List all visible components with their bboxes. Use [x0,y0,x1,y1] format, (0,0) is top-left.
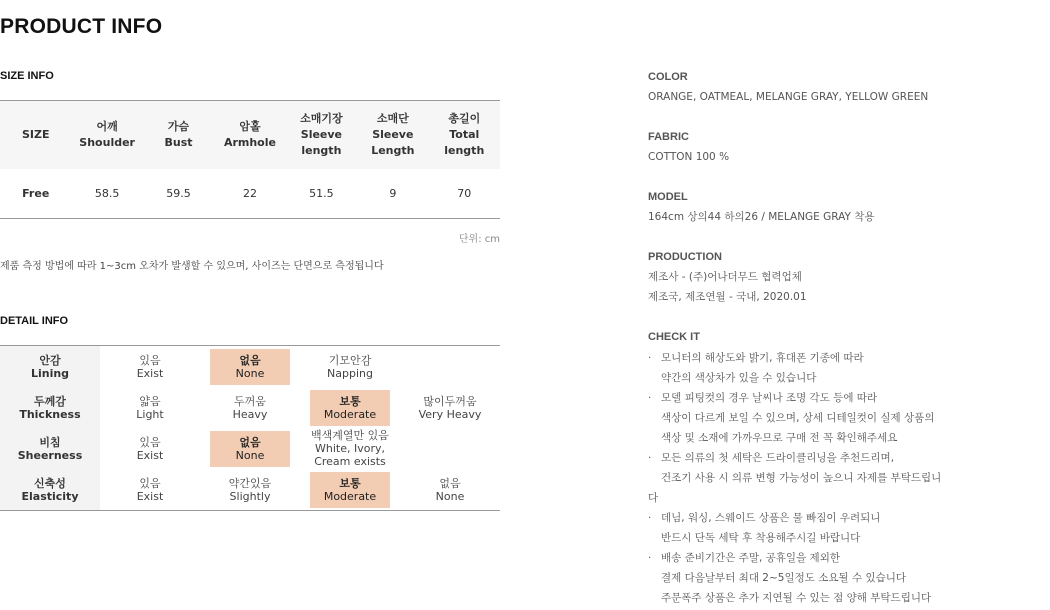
production-origin-date: 제조국, 제조연월 - 국내, 2020.01 [648,291,807,303]
detail-option-cell [300,387,400,428]
detail-row-head-ko: 비침 [39,435,61,449]
detail-option [310,349,390,385]
detail-option-ko: 많이두꺼움 [423,394,477,408]
detail-row-head [0,469,100,510]
detail-option-cell [200,346,300,387]
detail-table [0,345,500,511]
detail-option-en: Moderate [323,407,377,421]
size-column-header-ko: 총길이 [448,111,481,125]
detail-option [110,431,190,467]
bullet-icon: · [648,452,652,464]
detail-option-selected [310,472,390,508]
detail-option-cell [200,428,300,469]
size-column-header-en: length [301,143,342,157]
size-column-header-en: Length [371,143,415,157]
detail-option [410,349,490,385]
model-value: 164cm 상의44 하의26 / MELANGE GRAY 착용 [648,211,875,223]
detail-option [410,390,490,426]
size-cell: 70 [457,186,472,200]
check-it-line: 모든 의류의 첫 세탁은 드라이클리닝을 추천드리며, [661,452,895,464]
detail-row-head-en: Sheerness [17,448,83,462]
detail-option-ko: 없음 [239,435,261,449]
check-it-item [648,508,1038,548]
size-column-header [286,101,357,169]
detail-option-en: White, Ivory, [315,442,385,455]
size-column-header [0,101,71,169]
size-table [0,100,500,219]
production-title: PRODUCTION [648,251,722,263]
detail-option-cell [100,387,200,428]
check-it-item [648,448,1038,508]
detail-option [210,390,290,426]
detail-option-cell [400,387,500,428]
detail-option-ko: 보통 [339,476,361,490]
detail-option-ko: 있음 [139,353,161,367]
size-row-label: Free [22,186,50,200]
detail-row-head [0,428,100,469]
model-block [648,191,1038,227]
detail-option-selected [310,390,390,426]
bullet-icon: · [648,552,652,564]
fabric-block [648,131,1038,167]
size-info-label: SIZE INFO [0,70,54,82]
page-title: PRODUCT INFO [0,15,163,38]
bullet-icon: · [648,352,652,364]
detail-row-head-en: Thickness [19,407,81,421]
detail-option-en: Exist [136,366,164,380]
detail-option-cell [400,428,500,469]
detail-row-head-en: Elasticity [21,489,79,503]
detail-row [0,469,500,510]
check-it-title: CHECK IT [648,331,700,343]
size-column-header-ko: 소매단 [376,111,409,125]
detail-row-head-ko: 안감 [39,353,61,367]
size-column-header [357,101,428,169]
detail-option-ko: 약간있음 [228,476,272,490]
color-block [648,71,1038,107]
color-title: COLOR [648,71,688,83]
detail-option-en: None [235,448,265,462]
detail-option [110,390,190,426]
check-it-line: 모델 피팅컷의 경우 날씨나 조명 각도 등에 따라 [661,392,878,404]
detail-option [210,472,290,508]
detail-option-en: Slightly [229,489,271,503]
check-it-line: 색상 및 소재에 가까우므로 구매 전 꼭 확인해주세요 [661,432,898,444]
size-cell: 51.5 [309,186,334,200]
detail-option [110,472,190,508]
size-column-header-en: Total length [444,127,485,157]
check-it-line: 반드시 단독 세탁 후 착용해주시길 바랍니다 [661,532,861,544]
production-block [648,251,1038,307]
size-column-header-en: Sleeve [300,127,343,141]
detail-option-en: Cream exists [314,455,386,468]
fabric-value: COTTON 100 % [648,151,730,163]
check-it-line: 배송 준비기간은 주말, 공휴일을 제외한 [661,552,840,564]
detail-option-ko: 기모안감 [328,353,372,367]
size-column-header-en: Sleeve [372,127,414,141]
detail-option-cell [200,387,300,428]
detail-option-cell [300,346,400,387]
detail-option-en: Very Heavy [418,407,482,421]
detail-option-en: None [235,366,265,380]
detail-option-ko: 없음 [239,353,261,367]
size-table-header-row [0,101,500,169]
detail-option-en: Exist [136,489,164,503]
unit-note: 단위: cm [458,234,500,245]
detail-row-head-en: Lining [30,366,70,380]
size-cell: 9 [389,186,397,200]
detail-row [0,387,500,428]
check-it-item [648,548,1038,608]
detail-option-selected [210,349,290,385]
size-column-header [214,101,285,169]
size-column-header-en: Shoulder [79,135,135,149]
detail-option-ko: 있음 [139,435,161,449]
size-cell: 58.5 [94,186,120,200]
size-cell: 59.5 [166,186,191,200]
size-table-body [0,169,500,219]
size-column-header-ko: 소매기장 [300,111,343,125]
detail-option-en: Napping [327,366,373,380]
check-it-list [648,348,1038,608]
detail-row-head [0,346,100,387]
check-it-block [648,331,1038,608]
size-column-header [71,101,142,169]
bullet-icon: · [648,392,652,404]
check-it-item [648,388,1038,448]
detail-option-cell [100,469,200,510]
detail-option [410,472,490,508]
size-column-header [429,101,500,169]
check-it-line: 모니터의 해상도와 밝기, 휴대폰 기종에 따라 [661,352,864,364]
detail-option-ko: 얇음 [139,394,161,408]
check-it-item [648,348,1038,388]
size-column-header [143,101,214,169]
detail-row [0,346,500,387]
detail-option-cell [200,469,300,510]
detail-row-head-ko: 신축성 [34,476,66,490]
detail-info-label: DETAIL INFO [0,315,69,327]
production-manufacturer: 제조사 - (주)어나더무드 협력업체 [648,271,802,283]
detail-option-en: Heavy [232,407,268,421]
check-it-line: 색상이 다르게 보일 수 있으며, 상세 디테일컷이 실제 상품의 [661,412,935,424]
detail-option-cell [400,346,500,387]
detail-option-en: Exist [136,448,164,462]
check-it-line: 결제 다음날부터 최대 2~5일정도 소요될 수 있습니다 [661,572,907,584]
detail-option-en: None [435,489,465,503]
size-column-header-ko: 어깨 [96,119,118,133]
detail-row-head [0,387,100,428]
size-table-row [0,169,500,219]
check-it-line: 약간의 색상차가 있을 수 있습니다 [661,372,817,384]
size-column-header-en: Bust [164,135,193,149]
size-cell: 22 [242,186,257,200]
detail-option-ko: 백색계열만 있음 [311,429,389,442]
detail-row-head-ko: 두께감 [34,394,66,408]
detail-option [410,431,490,467]
detail-option-cell [400,469,500,510]
check-it-line: 건조기 사용 시 의류 변형 가능성이 높으니 자제를 부탁드립니 [661,472,942,484]
detail-option-en: Moderate [323,489,377,503]
check-it-line: 다 [648,492,659,504]
detail-option-selected [210,431,290,467]
check-it-line: 주문폭주 상품은 추가 지연될 수 있는 점 양해 부탁드립니다 [661,592,932,604]
detail-option-ko: 없음 [439,476,461,490]
bullet-icon: · [648,512,652,524]
model-title: MODEL [648,191,688,203]
detail-option-cell [100,346,200,387]
detail-option-ko: 보통 [339,394,361,408]
detail-option [110,349,190,385]
detail-option [302,431,398,467]
detail-option-cell [300,428,400,469]
detail-option-cell [100,428,200,469]
detail-option-en: Light [136,407,164,421]
size-column-header-ko: 가슴 [167,119,190,133]
measurement-note: 제품 측정 방법에 따라 1~3cm 오차가 발생할 수 있으며, 사이즈는 단면으로 측정됩니다 [0,261,384,272]
size-column-header-ko: 암홀 [239,119,261,133]
detail-option-cell [300,469,400,510]
size-column-header-ko: SIZE [21,127,50,141]
detail-option-ko: 두꺼움 [234,394,266,408]
detail-row [0,428,500,469]
size-column-header-en: Armhole [223,135,276,149]
check-it-line: 데님, 워싱, 스웨이드 상품은 물 빠짐이 우려되니 [661,512,881,524]
detail-option-ko: 있음 [139,476,161,490]
fabric-title: FABRIC [648,131,689,143]
color-value: ORANGE, OATMEAL, MELANGE GRAY, YELLOW GREEN [648,91,929,103]
